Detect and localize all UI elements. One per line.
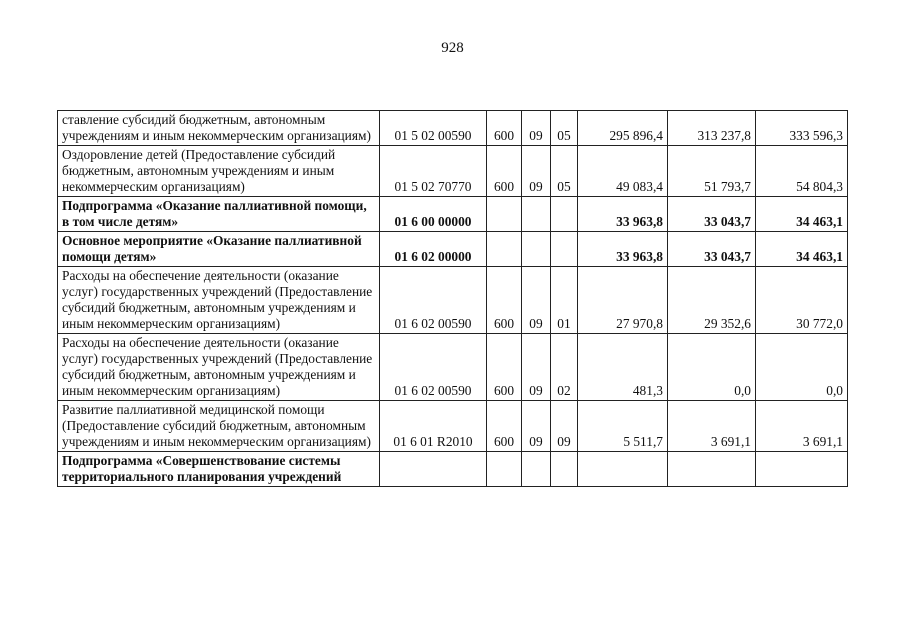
expense-type: 600	[487, 111, 522, 146]
section: 09	[522, 146, 551, 197]
amount-year-1: 481,3	[578, 334, 668, 401]
amount-year-1	[578, 452, 668, 487]
row-name: Оздоровление детей (Предоставление субсидий бюджетным, автономным учреждениям и иным некоммерческим организациям)	[58, 146, 380, 197]
target-code: 01 6 01 R2010	[380, 401, 487, 452]
amount-year-3: 333 596,3	[756, 111, 848, 146]
expense-type: 600	[487, 334, 522, 401]
target-code: 01 6 00 00000	[380, 197, 487, 232]
amount-year-3: 0,0	[756, 334, 848, 401]
section	[522, 452, 551, 487]
amount-year-2: 313 237,8	[668, 111, 756, 146]
section: 09	[522, 334, 551, 401]
target-code: 01 5 02 00590	[380, 111, 487, 146]
subsection	[551, 197, 578, 232]
target-code: 01 6 02 00590	[380, 267, 487, 334]
amount-year-1: 33 963,8	[578, 197, 668, 232]
expense-type: 600	[487, 267, 522, 334]
table-row	[58, 197, 848, 232]
amount-year-3: 34 463,1	[756, 197, 848, 232]
amount-year-3: 3 691,1	[756, 401, 848, 452]
row-name: ставление субсидий бюджетным, автономным учреждениям и иным некоммерческим организациям)	[58, 111, 380, 146]
expense-type: 600	[487, 146, 522, 197]
amount-year-1: 295 896,4	[578, 111, 668, 146]
target-code: 01 5 02 70770	[380, 146, 487, 197]
subsection: 02	[551, 334, 578, 401]
amount-year-2: 0,0	[668, 334, 756, 401]
table-row	[58, 111, 848, 146]
subsection	[551, 232, 578, 267]
amount-year-3	[756, 452, 848, 487]
row-name: Расходы на обеспечение деятельности (оказание услуг) государственных учреждений (Предоставление субсидий бюджетным, автономным учреждениям и иным некоммерческим организациям)	[58, 334, 380, 401]
expense-type	[487, 232, 522, 267]
subsection: 05	[551, 146, 578, 197]
section: 09	[522, 401, 551, 452]
subsection: 01	[551, 267, 578, 334]
amount-year-2: 51 793,7	[668, 146, 756, 197]
amount-year-3: 30 772,0	[756, 267, 848, 334]
expense-type	[487, 452, 522, 487]
row-name: Расходы на обеспечение деятельности (оказание услуг) государственных учреждений (Предоставление субсидий бюджетным, автономным учреждениям и иным некоммерческим организациям)	[58, 267, 380, 334]
section	[522, 197, 551, 232]
table-row	[58, 452, 848, 487]
amount-year-3: 54 804,3	[756, 146, 848, 197]
target-code: 01 6 02 00000	[380, 232, 487, 267]
amount-year-1: 33 963,8	[578, 232, 668, 267]
amount-year-2: 3 691,1	[668, 401, 756, 452]
row-name: Развитие паллиативной медицинской помощи (Предоставление субсидий бюджетным, автономным учреждениям и иным некоммерческим организациям)	[58, 401, 380, 452]
row-name: Подпрограмма «Оказание паллиативной помощи, в том числе детям»	[58, 197, 380, 232]
row-name: Основное мероприятие «Оказание паллиативной помощи детям»	[58, 232, 380, 267]
amount-year-2: 33 043,7	[668, 232, 756, 267]
section: 09	[522, 267, 551, 334]
amount-year-1: 5 511,7	[578, 401, 668, 452]
section	[522, 232, 551, 267]
amount-year-2: 29 352,6	[668, 267, 756, 334]
expense-type: 600	[487, 401, 522, 452]
table-row	[58, 146, 848, 197]
target-code: 01 6 02 00590	[380, 334, 487, 401]
amount-year-1: 27 970,8	[578, 267, 668, 334]
page-number: 928	[441, 40, 464, 56]
table-row	[58, 334, 848, 401]
budget-table	[57, 110, 848, 487]
section: 09	[522, 111, 551, 146]
table-row	[58, 401, 848, 452]
row-name: Подпрограмма «Совершенствование системы территориального планирования учреждений	[58, 452, 380, 487]
subsection	[551, 452, 578, 487]
subsection: 05	[551, 111, 578, 146]
table-row	[58, 267, 848, 334]
table-row	[58, 232, 848, 267]
expense-type	[487, 197, 522, 232]
subsection: 09	[551, 401, 578, 452]
target-code	[380, 452, 487, 487]
amount-year-2: 33 043,7	[668, 197, 756, 232]
amount-year-1: 49 083,4	[578, 146, 668, 197]
amount-year-2	[668, 452, 756, 487]
amount-year-3: 34 463,1	[756, 232, 848, 267]
